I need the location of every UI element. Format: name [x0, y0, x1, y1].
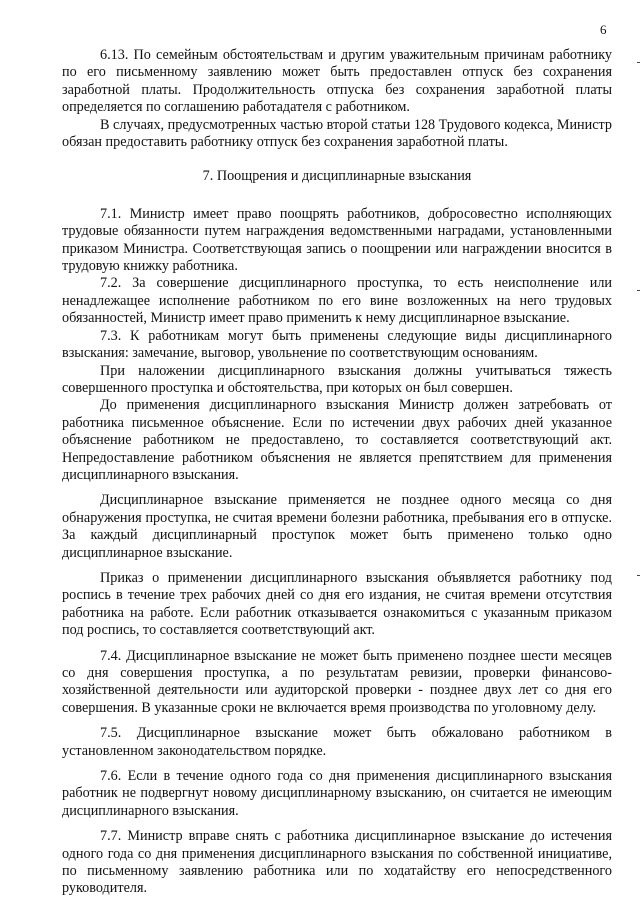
paragraph-7-1: 7.1. Министр имеет право поощрять работников, добросовестно исполняющих трудовые обязанности путем награждения ведомственными наградами, установленными приказом Министра. Соответствующая запись о поощрении или награждении вносится в трудовую книжку работника.	[62, 205, 612, 275]
paragraph-7-5: 7.5. Дисциплинарное взыскание может быть обжаловано работником в установленном законодательством порядке.	[62, 725, 612, 759]
paragraph-7-3-deadline: Дисциплинарное взыскание применяется не позднее одного месяца со дня обнаружения проступка, не считая времени болезни работника, пребывания его в отпуске. За каждый дисциплинарный проступок может быть применено только одно дисциплинарное взыскание.	[62, 492, 612, 561]
paragraph-7-3: 7.3. К работникам могут быть применены следующие виды дисциплинарного взыскания: замечание, выговор, увольнение по соответствующим основаниям.	[62, 327, 612, 362]
paragraph-7-3-explanation: До применения дисциплинарного взыскания Министр должен затребовать от работника письменное объяснение. Если по истечении двух рабочих дней указанное объяснение работником не предоставлено, то составляется соответствующий акт. Непредоставление работником объяснения не является препятствием для применения дисциплинарного взыскания.	[62, 397, 612, 483]
paragraph-6-13: 6.13. По семейным обстоятельствам и другим уважительным причинам работнику по его письменному заявлению может быть предоставлен отпуск без сохранения заработной платы. Продолжительность отпуска без сохранения заработной платы определяется по соглашению работадателя с работником.	[62, 47, 612, 116]
section-heading: 7. Поощрения и дисциплинарные взыскания	[202, 168, 472, 185]
paragraph-7-6: 7.6. Если в течение одного года со дня применения дисциплинарного взыскания работник не подвергнут новому дисциплинарному взысканию, он считается не имеющим дисциплинарного взыскания.	[62, 768, 612, 819]
page-number: 6	[600, 22, 607, 37]
paragraph-7-4: 7.4. Дисциплинарное взыскание не может быть применено позднее шести месяцев со дня совершения проступка, а по результатам ревизии, проверки финансово-хозяйственной деятельности или аудиторской проверки - позднее двух лет со дня его совершения. В указанные сроки не включается время производства по уголовному делу.	[62, 647, 612, 716]
paragraph-7-3-gravity: При наложении дисциплинарного взыскания должны учитываться тяжесть совершенного проступка и обстоятельства, при которых он был совершен.	[62, 362, 612, 396]
paragraph-6-13-cont: В случаях, предусмотренных частью второй статьи 128 Трудового кодекса, Министр обязан предоставить работнику отпуск без сохранения заработной платы.	[62, 116, 612, 151]
paragraph-7-7: 7.7. Министр вправе снять с работника дисциплинарное взыскание до истечения одного года со дня применения дисциплинарного взыскания по собственной инициативе, по письменному заявлению работника или по ходатайству его непосредственного руководителя.	[62, 828, 612, 897]
document-body	[62, 47, 612, 898]
paragraph-7-3-order: Приказ о применении дисциплинарного взыскания объявляется работнику под роспись в течение трех рабочих дней со дня его издания, не считая времени отсутствия работника на работе. Если работник отказывается ознакомиться с указанным приказом под роспись, то составляется соответствующий акт.	[62, 569, 612, 639]
paragraph-7-2: 7.2. За совершение дисциплинарного проступка, то есть неисполнение или ненадлежащее исполнение работником по его вине возложенных на него трудовых обязанностей, Министр имеет право применить к нему дисциплинарное взыскание.	[62, 275, 612, 327]
